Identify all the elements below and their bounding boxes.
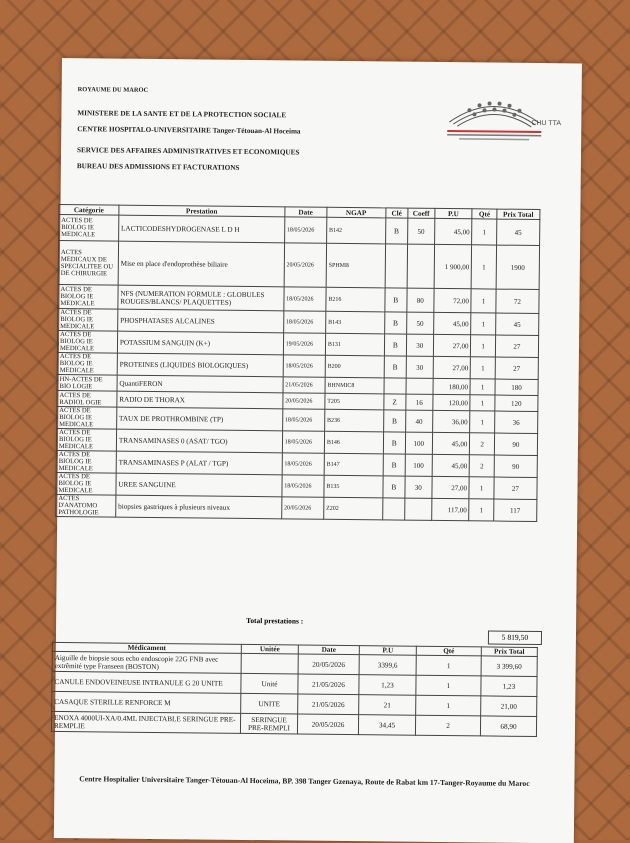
cell-qte: 1 (416, 655, 481, 676)
cell-date: 20/05/2026 (281, 497, 323, 519)
cell-pu: 34,45 (358, 715, 415, 736)
cell-pu: 120,00 (432, 394, 470, 410)
cell-med: ENOXA 4000UI-XA/0.4ML INJECTABLE SERINGUE PRE-REMPLIE (51, 711, 240, 733)
cell-date: 20/05/2026 (298, 654, 359, 675)
cell-ngap: B146 (324, 431, 383, 454)
cell-ngap: Z202 (324, 497, 383, 520)
cell-cat: ACTES DE BIOLOG IE MEDICALE (59, 214, 119, 241)
cell-date: 21/05/2026 (283, 377, 325, 393)
cell-qte: 1 (469, 499, 494, 521)
cell-coeff (406, 378, 433, 394)
cell-date: 18/05/2026 (282, 409, 324, 431)
col-unite: Unitée (241, 644, 298, 654)
cell-prest: POTASSIUM SANGUIN (K+) (117, 331, 283, 355)
cell-total: 1900 (496, 245, 540, 289)
col-ngap: NGAP (327, 207, 386, 218)
cell-cat: ACTES DE BIOLOG IE MEDICALE (58, 284, 118, 309)
cell-total: 45 (496, 219, 539, 245)
cell-total: 117 (493, 499, 536, 521)
cell-qte: 2 (415, 715, 480, 736)
cell-pu: 45,00 (434, 218, 472, 244)
cell-prest: Mise en place d'endoprothèse biliaire (118, 241, 284, 287)
cell-pu: 45,00 (432, 454, 470, 476)
col-qte: Qté (472, 209, 496, 219)
cell-total: 68,90 (480, 716, 536, 737)
cell-total: 27 (495, 357, 538, 379)
cell-qte: 1 (470, 379, 494, 395)
table-row (51, 711, 536, 736)
cell-date: 21/05/2026 (298, 674, 359, 695)
cell-med: CASAQUE STERILLE RENFORCE M (52, 691, 241, 713)
cell-cat: ACTES D'ANATOMO PATHOLOGIE (56, 494, 116, 517)
cell-prest: TRANSAMINASES P (ALAT / TGP) (116, 451, 282, 475)
col-medicament: Médicament (52, 642, 241, 653)
cell-qte: 1 (472, 245, 497, 289)
cell-prest: TAUX DE PROTHROMBINE (TP) (116, 407, 282, 431)
cell-ngap: B131 (325, 333, 384, 356)
cell-cat: HN-ACTES DE BIO LOGIE (57, 374, 117, 391)
cell-unite: Unité (241, 673, 298, 694)
cell-cle: B (383, 454, 406, 476)
cell-coeff: 80 (407, 288, 434, 312)
cell-qte: 1 (471, 289, 496, 313)
cell-qte: 1 (469, 477, 494, 499)
cell-date: 18/05/2026 (282, 431, 324, 453)
cell-ngap: SPHMB (326, 243, 385, 288)
header-service: SERVICE DES AFFAIRES ADMINISTRATIVES ET ECONOMIQUES (76, 146, 300, 157)
cell-total: 36 (494, 411, 537, 433)
cell-ngap: B143 (325, 311, 384, 334)
cell-pu: 45,00 (433, 312, 471, 334)
cell-qte: 1 (471, 335, 496, 357)
col-prestation: Prestation (119, 205, 285, 217)
cell-coeff: 30 (406, 356, 433, 378)
col-med-prix-total: Prix Total (481, 647, 537, 657)
cell-coeff: 50 (408, 218, 435, 244)
medicaments-table (51, 642, 538, 737)
cell-cle (385, 244, 408, 288)
cell-cat: ACTES DE BIOLOG IE MEDICALE (56, 472, 116, 495)
cell-ngap: BHNMIC8 (325, 377, 384, 394)
cell-pu: 180,00 (433, 378, 471, 394)
cell-date: 19/05/2026 (283, 333, 325, 355)
cell-prest: biopsies gastriques à plusieurs niveaux (116, 495, 282, 519)
cell-coeff: 100 (405, 432, 432, 454)
cell-cle: B (384, 312, 407, 334)
cell-pu: 3399,6 (359, 655, 416, 676)
col-date: Date (285, 207, 327, 217)
col-med-pu: P.U (359, 646, 416, 656)
cell-cle: B (384, 356, 407, 378)
cell-total: 120 (495, 395, 538, 411)
cell-date: 18/05/2026 (282, 475, 324, 497)
cell-total: 27 (495, 335, 538, 357)
total-prestations-label: Total prestations : (246, 615, 304, 626)
cell-med: CANULE ENDOVEINEUSE INTRANULE G 20 UNITE (52, 671, 241, 693)
cell-coeff (405, 498, 432, 520)
cell-qte: 1 (472, 219, 497, 245)
cell-pu: 45,00 (432, 432, 470, 454)
header-bureau: BUREAU DES ADMISSIONS ET FACTURATIONS (76, 162, 240, 172)
cell-date: 18/05/2026 (284, 287, 326, 311)
prestations-table (55, 204, 540, 522)
header-ministry: MINISTERE DE LA SANTE ET DE LA PROTECTION SOCIALE (77, 109, 287, 120)
cell-cle: Z (383, 394, 406, 410)
cell-pu: 21 (359, 695, 416, 716)
cell-date: 18/05/2026 (284, 217, 326, 243)
cell-unite: SERINGUE PRE-REMPLI (240, 713, 297, 734)
cell-pu: 1 900,00 (434, 244, 472, 288)
cell-prest: LACTICODESHYDROGENASE L D H (118, 215, 284, 243)
cell-coeff: 16 (406, 394, 433, 410)
cell-qte: 2 (470, 455, 495, 477)
cell-cat: ACTES DE BIOLOG IE MEDICALE (57, 330, 117, 353)
cell-cle: B (383, 410, 406, 432)
cell-total: 90 (494, 433, 537, 455)
cell-qte: 1 (470, 411, 495, 433)
cell-cle: B (385, 218, 408, 244)
cell-qte: 1 (471, 357, 496, 379)
header-kingdom: ROYAUME DU MAROC (77, 86, 149, 94)
cell-ngap: B216 (326, 287, 385, 312)
cell-prest: UREE SANGUINE (116, 473, 282, 497)
cell-coeff: 100 (405, 454, 432, 476)
cell-cle (384, 378, 407, 394)
cell-qte: 1 (470, 395, 494, 411)
cell-pu: 27,00 (433, 334, 471, 356)
cell-cle: B (383, 476, 406, 498)
invoice-document (54, 58, 582, 843)
cell-coeff: 30 (405, 476, 432, 498)
cell-date: 18/05/2026 (283, 311, 325, 333)
hospital-logo (439, 92, 562, 147)
col-coeff: Coeff (408, 208, 435, 218)
cell-total: 3 399,60 (481, 656, 537, 677)
cell-cat: ACTES DE RADIOL OGIE (57, 390, 117, 407)
cell-pu: 117,00 (431, 498, 469, 520)
col-med-date: Date (298, 645, 359, 655)
cell-total: 27 (494, 477, 537, 499)
cell-prest: TRANSAMINASES 0 (ASAT/ TGO) (116, 429, 282, 453)
cell-qte: 2 (470, 433, 495, 455)
cell-prest: PHOSPHATASES ALCALINES (117, 309, 283, 333)
cell-cat: ACTES DE BIOLOG IE MEDICALE (58, 308, 118, 331)
cell-pu: 27,00 (432, 476, 470, 498)
cell-total: 45 (495, 313, 538, 335)
cell-coeff: 40 (406, 410, 433, 432)
cell-pu: 27,00 (433, 356, 471, 378)
table-row (56, 494, 537, 521)
cell-cle: B (384, 334, 407, 356)
cell-unite: UNITE (241, 693, 298, 714)
table-row (58, 240, 539, 289)
cell-unite (241, 653, 298, 674)
cell-cat: ACTES DE BIOLOG IE MEDICALE (56, 428, 116, 451)
cell-prest: QuantiFERON (117, 375, 283, 393)
cell-pu: 72,00 (433, 288, 471, 312)
cell-total: 21,00 (481, 696, 537, 717)
cell-cat: ACTES MEDICAUX DE SPECIALITEE OU DE CHIRURGIE (58, 240, 118, 285)
logo-caption: CHU TTA (531, 119, 562, 128)
total-prestations-value: 5 819,50 (488, 630, 542, 645)
cell-date: 20/05/2026 (283, 393, 325, 409)
cell-ngap: T205 (325, 393, 384, 410)
cell-coeff (407, 244, 434, 288)
cell-prest: PROTEINES (LIQUIDES BIOLOGIQUES) (117, 353, 283, 377)
cell-ngap: B236 (324, 409, 383, 432)
cell-cle: B (384, 288, 407, 312)
cell-total: 90 (494, 455, 537, 477)
col-pu: P.U (434, 208, 472, 218)
cell-total: 1,23 (481, 676, 537, 697)
cell-cat: ACTES DE BIOLOG IE MEDICALE (57, 406, 117, 429)
cell-qte: 1 (471, 313, 496, 335)
cell-total: 72 (496, 289, 539, 313)
cell-cle (382, 498, 405, 520)
cell-qte: 1 (416, 675, 481, 696)
cell-ngap: B142 (326, 217, 385, 244)
cell-date: 18/05/2026 (283, 355, 325, 377)
col-cle: Clé (385, 208, 408, 218)
footer-address: Centre Hospitalier Universitaire Tanger-Tétouan-Al Hoceima, BP. 398 Tanger Gzenaya, Route de Rabat km 17-Tanger-Royaume du Maroc (79, 774, 530, 788)
cell-prest: NFS (NUMERATION FORMULE : GLOBULES ROUGES/BLANCS/ PLAQUETTES) (118, 285, 284, 311)
cell-ngap: B200 (325, 355, 384, 378)
cell-total: 180 (495, 379, 538, 395)
cell-date: 20/05/2026 (284, 243, 327, 287)
col-categorie: Catégorie (59, 204, 119, 215)
cell-date: 21/05/2026 (298, 694, 359, 715)
cell-prest: RADIO DE THORAX (117, 391, 283, 409)
cell-cle: B (383, 432, 406, 454)
cell-ngap: B135 (324, 475, 383, 498)
cell-date: 18/05/2026 (282, 453, 324, 475)
col-med-qte: Qté (416, 646, 481, 656)
cell-coeff: 50 (407, 312, 434, 334)
cell-pu: 36,00 (432, 410, 470, 432)
cell-coeff: 30 (406, 334, 433, 356)
cell-med: Aiguille de biopsie sous echo endoscopie 22G FNB avec extrêmité type Franseen (BOSTON) (52, 651, 241, 673)
cell-qte: 1 (416, 695, 481, 716)
cell-ngap: B147 (324, 453, 383, 476)
cell-pu: 1,23 (359, 675, 416, 696)
col-prix-total: Prix Total (497, 209, 540, 219)
cell-date: 20/05/2026 (297, 714, 358, 735)
header-hospital: CENTRE HOSPITALO-UNIVERSITAIRE Tanger-Tétouan-Al Hoceima (77, 125, 301, 136)
cell-cat: ACTES DE BIOLOG IE MEDICALE (56, 450, 116, 473)
cell-cat: ACTES DE BIOLOG IE MEDICALE (57, 352, 117, 375)
